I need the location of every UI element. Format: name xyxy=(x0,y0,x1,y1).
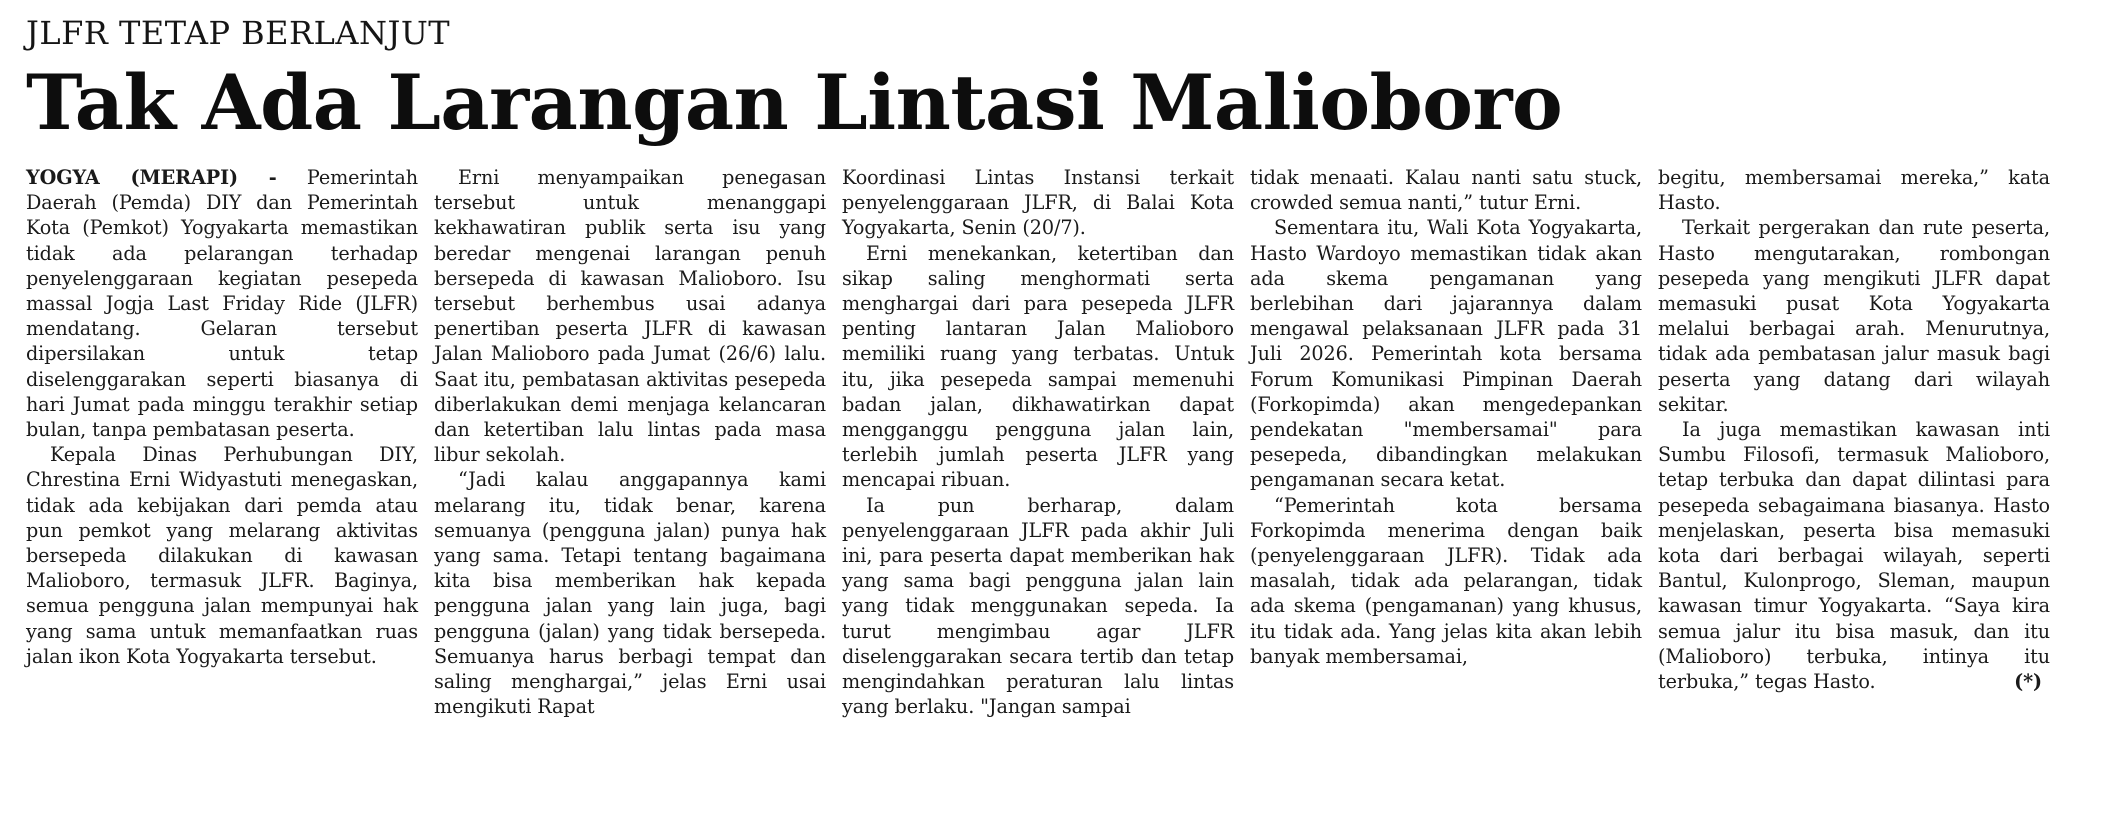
paragraph: Erni menekankan, ketertiban dan sikap saling menghormati serta menghargai dari para pesepeda JLFR penting lantaran Jalan Malioboro memiliki ruang yang terbatas. Untuk itu, jika pesepeda sampai memenuhi badan jalan, dikhawatirkan dapat mengganggu pengguna jalan lain, terlebih jumlah peserta JLFR yang mencapai ribuan. xyxy=(842,241,1234,492)
headline: Tak Ada Larangan Lintasi Malioboro xyxy=(26,58,1563,147)
paragraph: Ia juga memastikan kawasan inti Sumbu Filosofi, termasuk Malioboro, tetap terbuka dan dapat dilintasi para pesepeda sebagaimana biasanya. Hasto menjelaskan, peserta bisa memasuki kota dari berbagai wilayah, seperti Bantul, Kulonprogo, Sleman, maupun kawasan timur Yogyakarta. “Saya kira semua jalur itu bisa masuk, dan itu (Malioboro) terbuka, intinya itu terbuka,” tegas Hasto. xyxy=(1658,418,2050,694)
author-signature: (*) xyxy=(2014,670,2042,694)
column-1 xyxy=(26,165,418,719)
paragraph: Ia pun berharap, dalam penyelenggaraan JLFR pada akhir Juli ini, para peserta dapat memberikan hak yang sama bagi pengguna jalan lain yang tidak menggunakan sepeda. Ia turut mengimbau agar JLFR diselenggarakan secara tertib dan tetap mengindahkan peraturan lalu lintas yang berlaku. "Jangan sampai xyxy=(842,493,1234,719)
paragraph: tidak menaati. Kalau nanti satu stuck, crowded semua nanti,” tutur Erni. xyxy=(1250,166,1642,215)
paragraph: begitu, membersamai mereka,” kata Hasto. xyxy=(1658,166,2050,215)
column-3 xyxy=(842,165,1234,719)
kicker: JLFR TETAP BERLANJUT xyxy=(26,14,451,52)
paragraph: Sementara itu, Wali Kota Yogyakarta, Hasto Wardoyo memastikan tidak akan ada skema pengamanan yang berlebihan dari jajarannya dalam mengawal pelaksanaan JLFR pada 31 Juli 2026. Pemerintah kota bersama Forum Komunikasi Pimpinan Daerah (Forkopimda) akan mengedepankan pendekatan "membersamai" para pesepeda, dibandingkan melakukan pengamanan secara ketat. xyxy=(1250,216,1642,492)
paragraph: “Jadi kalau anggapannya kami melarang itu, tidak benar, karena semuanya (pengguna jalan) punya hak yang sama. Tetapi tentang bagaimana kita bisa memberikan hak kepada pengguna jalan yang lain juga, bagi pengguna (jalan) yang tidak bersepeda. Semuanya harus berbagi tempat dan saling menghargai,” jelas Erni usai mengikuti Rapat xyxy=(434,468,826,719)
article-body xyxy=(26,165,2050,719)
paragraph: Kepala Dinas Perhubungan DIY, Chrestina Erni Widyastuti menegaskan, tidak ada kebijakan dari pemda atau pun pemkot yang melarang aktivitas bersepeda dilakukan di kawasan Malioboro, termasuk JLFR. Baginya, semua pengguna jalan mempunyai hak yang sama untuk memanfaatkan ruas jalan ikon Kota Yogyakarta tersebut. xyxy=(26,443,418,668)
paragraph: “Pemerintah kota bersama Forkopimda menerima dengan baik (penyelenggaraan JLFR). Tidak ada masalah, tidak ada pelarangan, tidak ada skema (pengamanan) yang khusus, itu tidak ada. Yang jelas kita akan lebih banyak membersamai, xyxy=(1250,493,1642,668)
paragraph xyxy=(26,165,418,442)
paragraph: Koordinasi Lintas Instansi terkait penyelenggaraan JLFR, di Balai Kota Yogyakarta, Senin (20/7). xyxy=(842,166,1234,240)
paragraph: Terkait pergerakan dan rute peserta, Hasto mengutarakan, rombongan pesepeda yang mengikuti JLFR dapat memasuki pusat Kota Yogyakarta melalui berbagai arah. Menurutnya, tidak ada pembatasan jalur masuk bagi peserta yang datang dari wilayah sekitar. xyxy=(1658,216,2050,416)
column-5 xyxy=(1658,165,2050,719)
column-2 xyxy=(434,165,826,719)
dateline: YOGYA (MERAPI) - xyxy=(26,166,277,189)
lead-text: Pemerintah Daerah (Pemda) DIY dan Pemerintah Kota (Pemkot) Yogyakarta memastikan tidak ada pelarangan terhadap penyelenggaraan kegiatan pesepeda massal Jogja Last Friday Ride (JLFR) mendatang. Gelaran tersebut dipersilakan untuk tetap diselenggarakan seperti biasanya di hari Jumat pada minggu terakhir setiap bulan, tanpa pembatasan peserta. xyxy=(26,166,419,442)
column-4 xyxy=(1250,165,1642,719)
paragraph: Erni menyampaikan penegasan tersebut untuk menanggapi kekhawatiran publik serta isu yang beredar mengenai larangan penuh bersepeda di kawasan Malioboro. Isu tersebut berhembus usai adanya penertiban peserta JLFR di kawasan Jalan Malioboro pada Jumat (26/6) lalu. Saat itu, pembatasan aktivitas pesepeda diberlakukan demi menjaga kelancaran dan ketertiban lalu lintas pada masa libur sekolah. xyxy=(434,166,826,467)
